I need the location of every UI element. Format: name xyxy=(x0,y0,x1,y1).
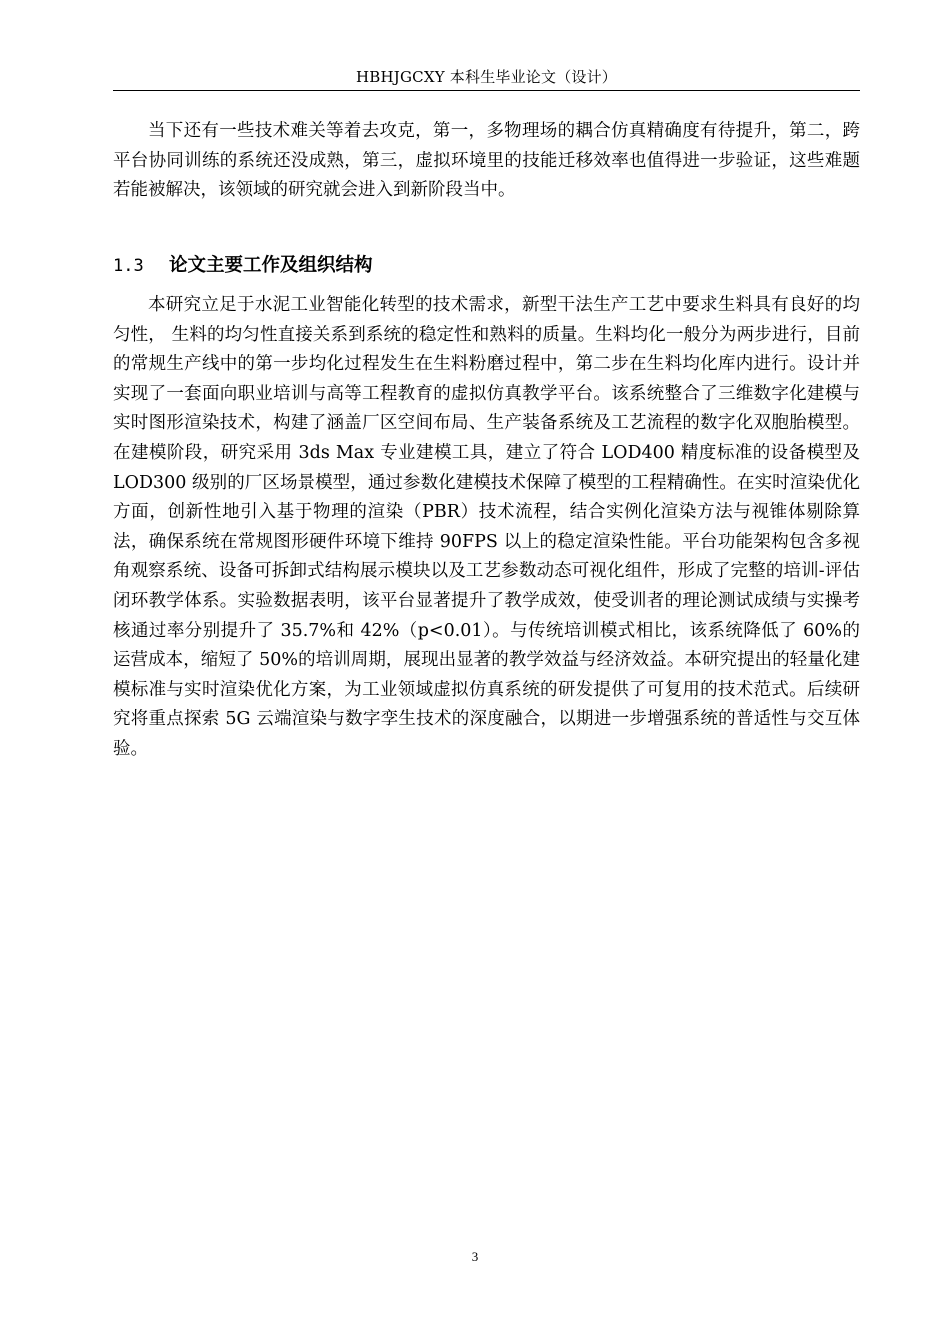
section-number: 1.3 xyxy=(113,256,144,276)
page-number: 3 xyxy=(471,1249,479,1264)
section-heading xyxy=(113,252,373,280)
main-paragraph: 本研究立足于水泥工业智能化转型的技术需求，新型干法生产工艺中要求生料具有良好的均匀性， 生料的均匀性直接关系到系统的稳定性和熟料的质量。生料均化一般分为两步进行，目前的常规生产线中的第一步均化过程发生在生料粉磨过程中，第二步在生料均化库内进行。设计并实现了一套面向职业培训与高等工程教育的虚拟仿真教学平台。该系统整合了三维数字化建模与实时图形渲染技术，构建了涵盖厂区空间布局、生产装备系统及工艺流程的数字化双胞胎模型。在建模阶段，研究采用 3ds Max 专业建模工具，建立了符合 LOD400 精度标准的设备模型及 LOD300 级别的厂区场景模型，通过参数化建模技术保障了模型的工程精确性。在实时渲染优化方面，创新性地引入基于物理的渲染（PBR）技术流程，结合实例化渲染方法与视锥体剔除算法，确保系统在常规图形硬件环境下维持 90FPS 以上的稳定渲染性能。平台功能架构包含多视角观察系统、设备可拆卸式结构展示模块以及工艺参数动态可视化组件，形成了完整的培训-评估闭环教学体系。实验数据表明，该平台显著提升了教学成效，使受训者的理论测试成绩与实操考核通过率分别提升了 35.7%和 42%（p<0.01）。与传统培训模式相比，该系统降低了 60%的运营成本，缩短了 50%的培训周期，展现出显著的教学效益与经济效益。本研究提出的轻量化建模标准与实时渲染优化方案，为工业领域虚拟仿真系统的研发提供了可复用的技术范式。后续研究将重点探索 5G 云端渲染与数字孪生技术的深度融合，以期进一步增强系统的普适性与交互体验。 xyxy=(113,295,860,759)
section-title: 论文主要工作及组织结构 xyxy=(169,255,373,276)
header-title: HBHJGCXY 本科生毕业论文（设计） xyxy=(355,68,617,86)
intro-paragraph: 当下还有一些技术难关等着去攻克，第一，多物理场的耦合仿真精确度有待提升，第二，跨平台协同训练的系统还没成熟，第三，虚拟环境里的技能迁移效率也值得进一步验证，这些难题若能被解决，该领域的研究就会进入到新阶段当中。 xyxy=(113,121,860,201)
page-header xyxy=(113,64,860,91)
